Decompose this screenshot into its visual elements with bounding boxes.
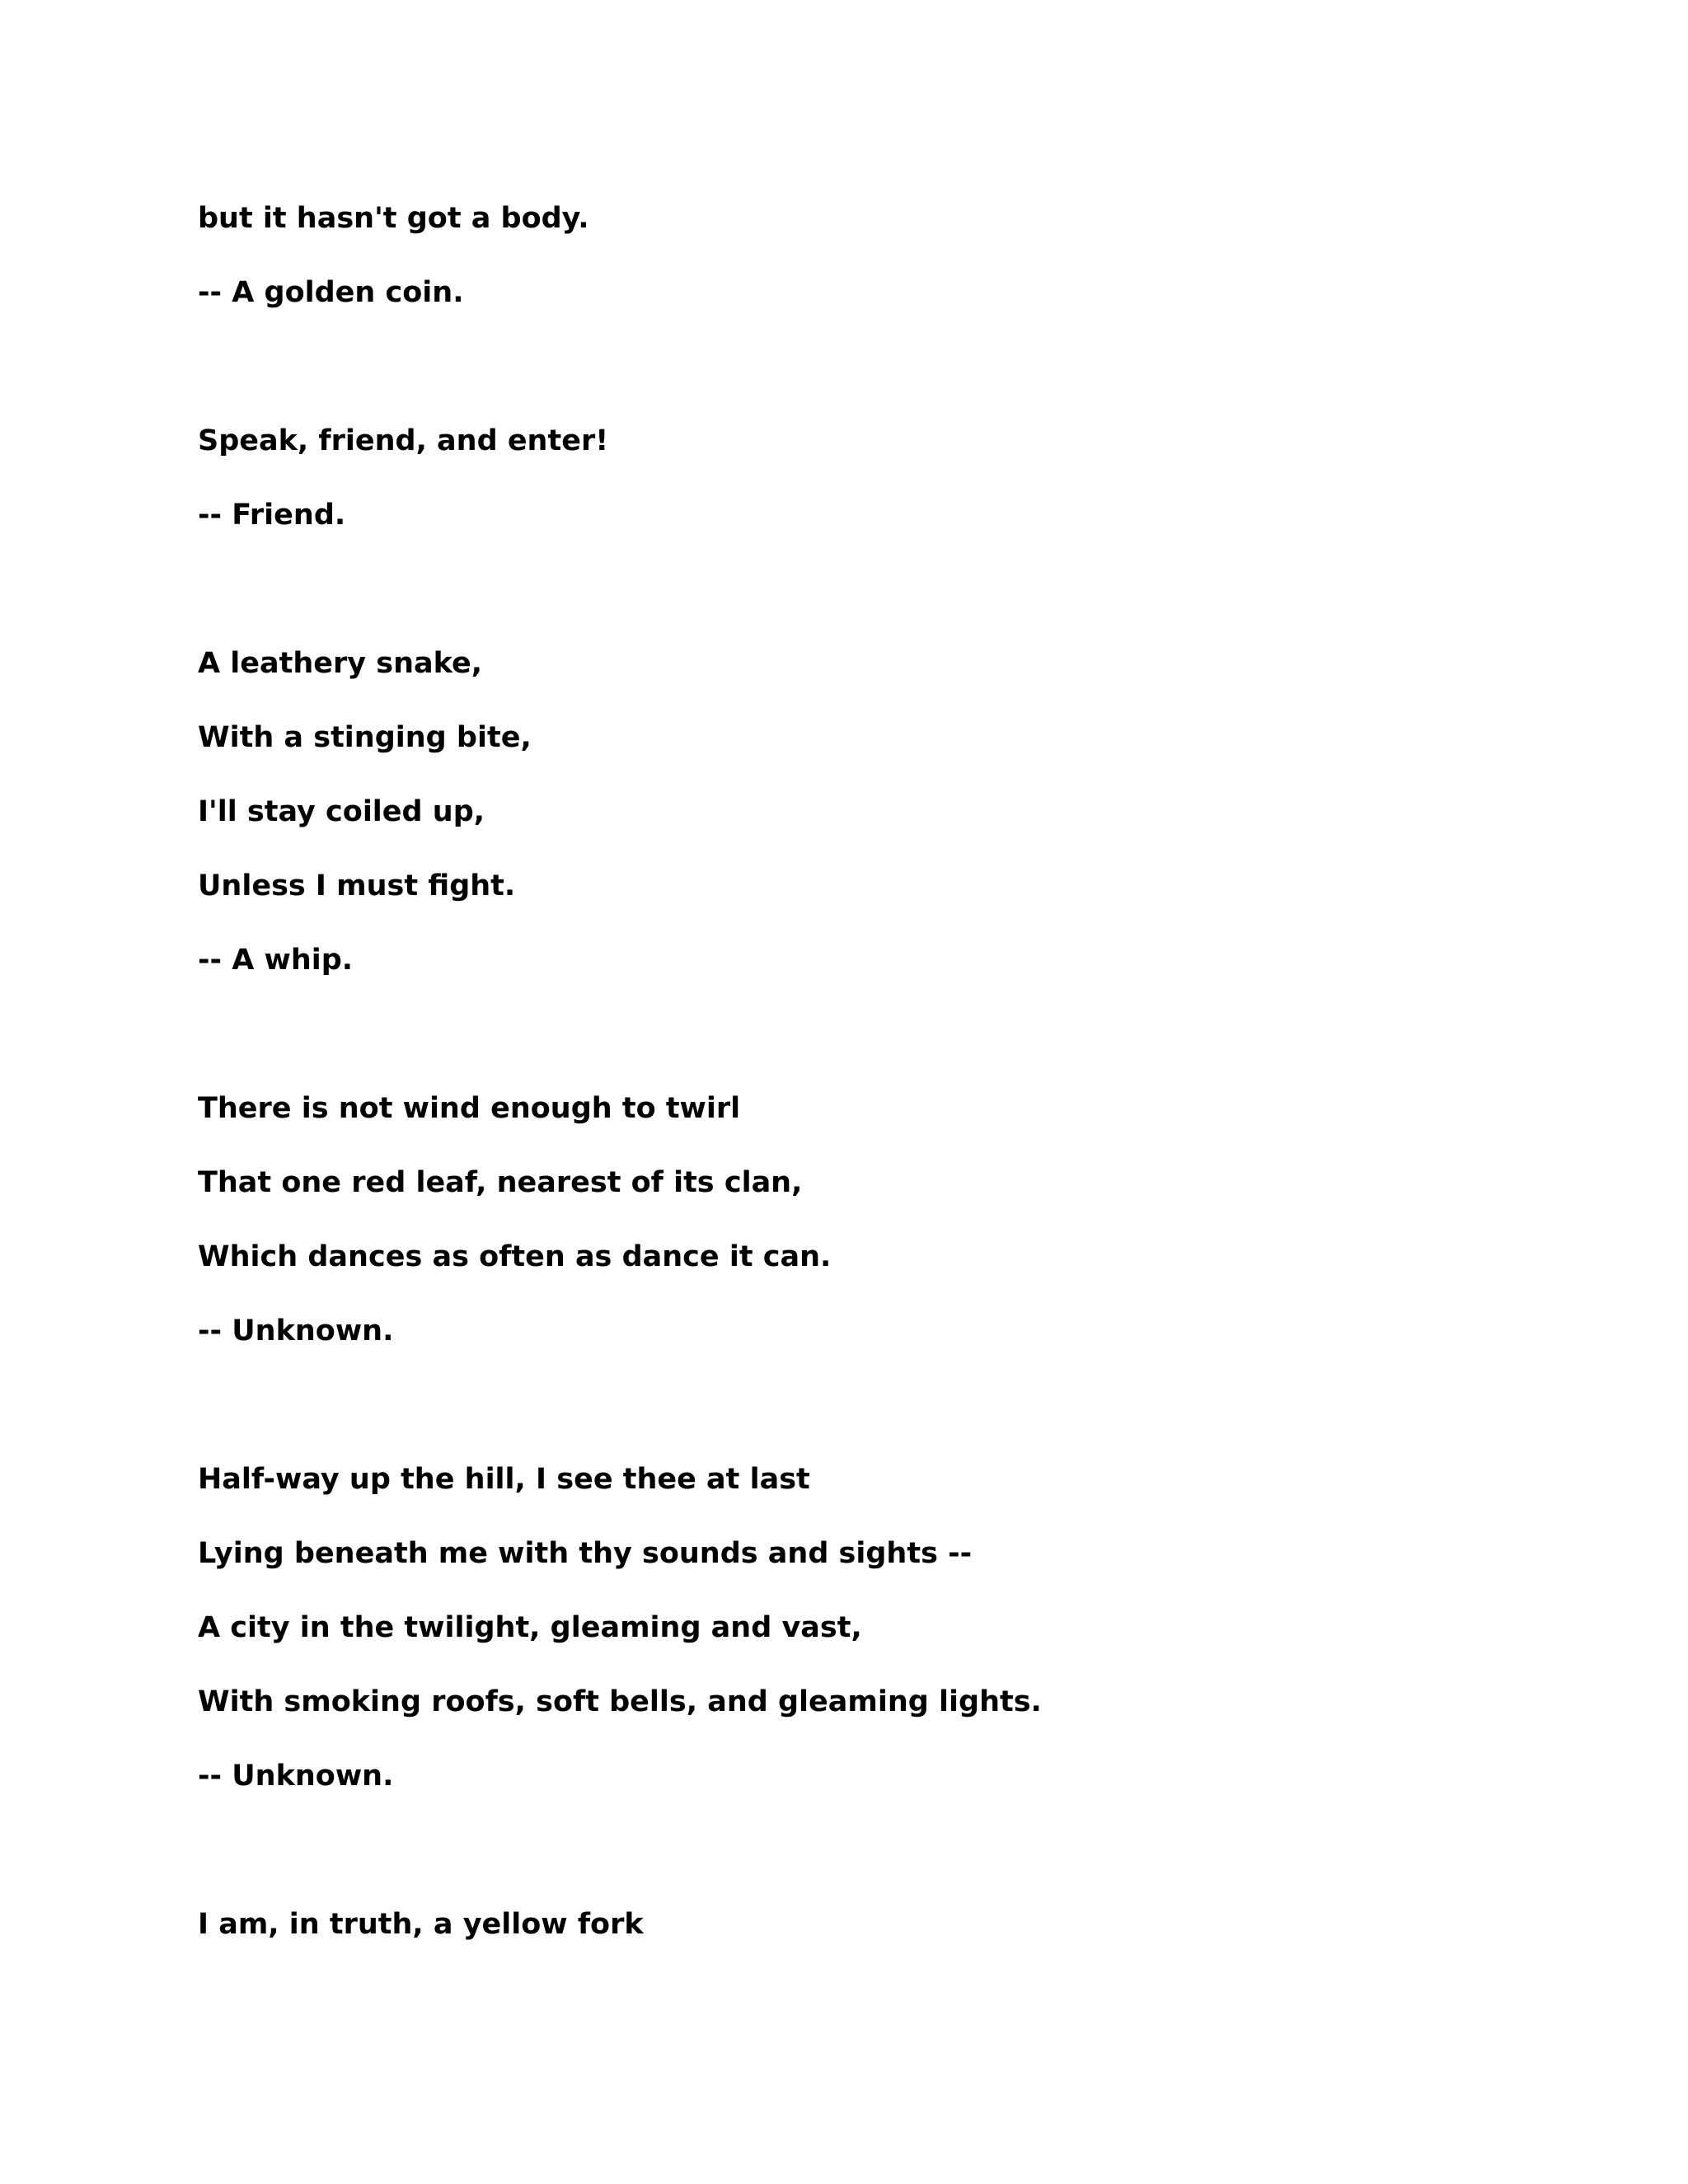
text-line: I'll stay coiled up, <box>198 795 485 828</box>
text-line: Which dances as often as dance it can. <box>198 1240 832 1273</box>
text-line: With a stinging bite, <box>198 721 532 754</box>
stanza-gap <box>198 1385 1484 1459</box>
text-line: Speak, friend, and enter! <box>198 424 609 457</box>
text-line: Unless I must fight. <box>198 869 516 902</box>
text-line: There is not wind enough to twirl <box>198 1092 741 1125</box>
text-line: A city in the twilight, gleaming and vast, <box>198 1611 862 1644</box>
text-line: Half-way up the hill, I see thee at last <box>198 1463 810 1496</box>
text-line: Lying beneath me with thy sounds and sights -- <box>198 1537 973 1570</box>
stanza-gap <box>198 1830 1484 1904</box>
document-body <box>198 198 1484 1978</box>
answer-line: -- A whip. <box>198 944 354 977</box>
text-line: I am, in truth, a yellow fork <box>198 1908 644 1941</box>
answer-line: -- Friend. <box>198 499 346 532</box>
answer-line: -- Unknown. <box>198 1315 394 1347</box>
stanza-gap <box>198 1014 1484 1088</box>
stanza-gap <box>198 569 1484 643</box>
answer-line: -- A golden coin. <box>198 276 464 309</box>
stanza-gap <box>198 346 1484 420</box>
text-line: but it hasn't got a body. <box>198 202 589 235</box>
text-line: With smoking roofs, soft bells, and gleaming lights. <box>198 1685 1042 1718</box>
text-line: That one red leaf, nearest of its clan, <box>198 1166 803 1199</box>
text-line: A leathery snake, <box>198 647 483 680</box>
answer-line: -- Unknown. <box>198 1760 394 1793</box>
